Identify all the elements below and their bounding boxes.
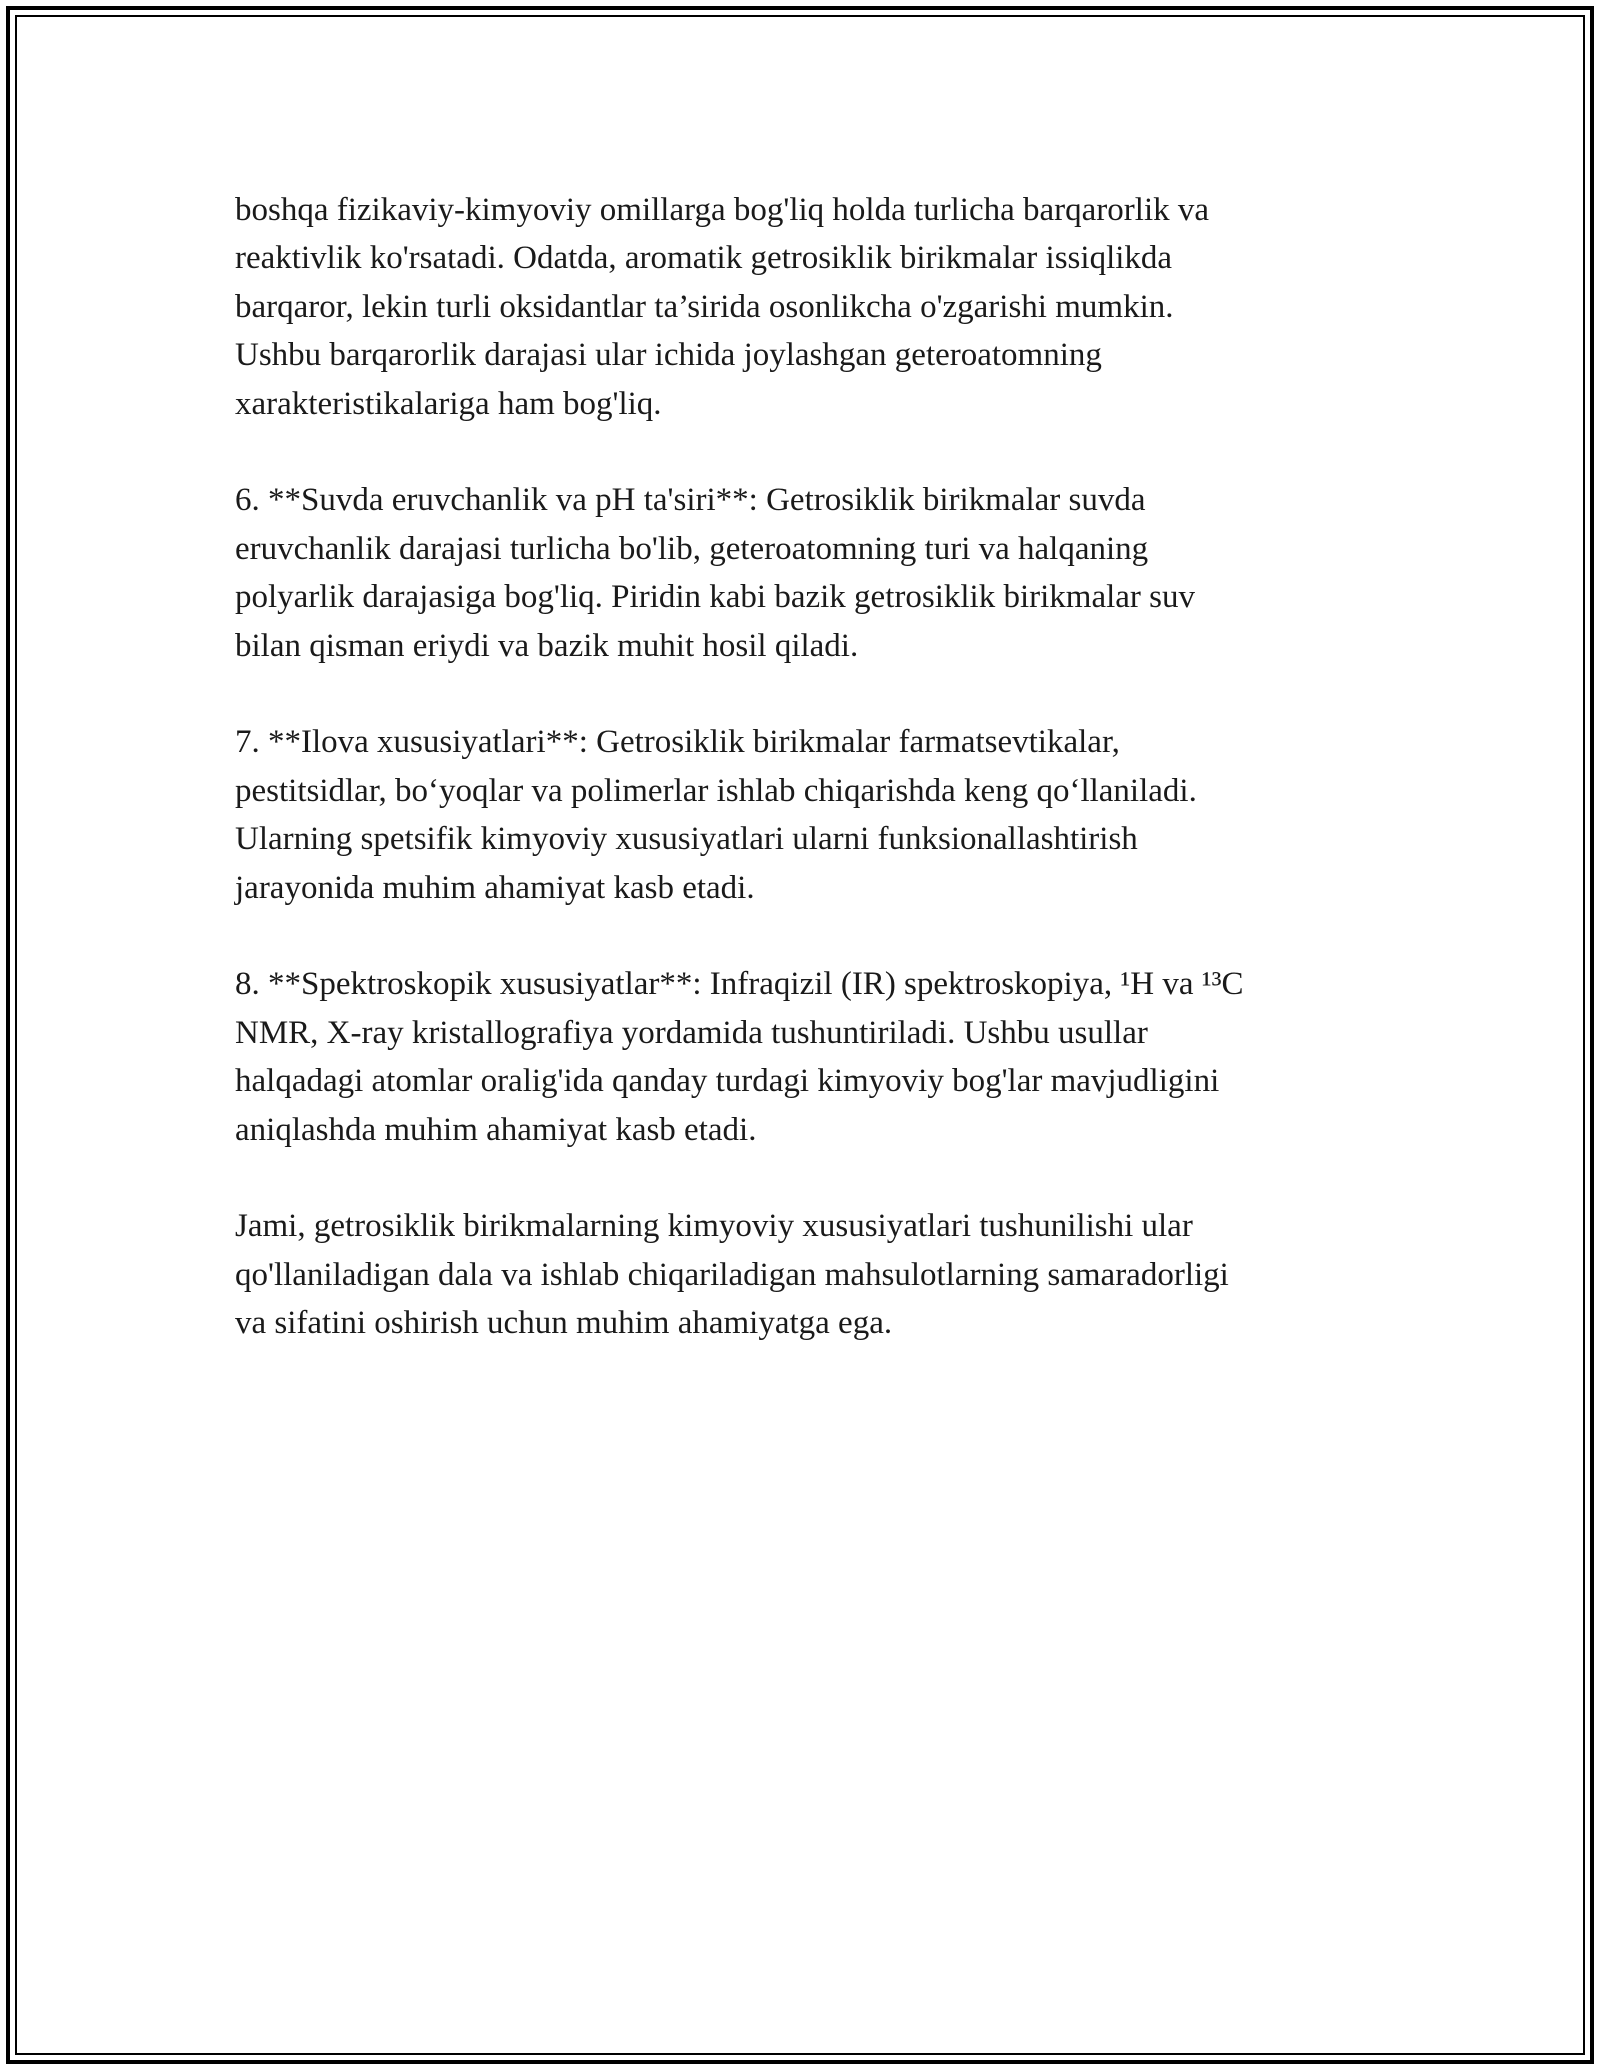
text-line: halqadagi atomlar oralig'ida qanday turdagi kimyoviy bog'lar mavjudligini bbox=[235, 1063, 1220, 1100]
text-line: Jami, getrosiklik birikmalarning kimyoviy xususiyatlari tushunilishi ular bbox=[235, 1208, 1193, 1245]
paragraph-conclusion bbox=[235, 1202, 1375, 1347]
text-line: eruvchanlik darajasi turlicha bo'lib, geteroatomning turi va halqaning bbox=[235, 530, 1149, 567]
paragraph-solubility bbox=[235, 476, 1375, 670]
text-line: aniqlashda muhim ahamiyat kasb etadi. bbox=[235, 1111, 757, 1148]
document-body bbox=[235, 186, 1375, 1396]
text-line: reaktivlik ko'rsatadi. Odatda, aromatik getrosiklik birikmalar issiqlikda bbox=[235, 240, 1173, 277]
text-line: qo'llaniladigan dala va ishlab chiqariladigan mahsulotlarning samaradorligi bbox=[235, 1256, 1229, 1293]
text-line: xarakteristikalariga ham bog'liq. bbox=[235, 385, 662, 422]
text-line: NMR, X-ray kristallografiya yordamida tushuntiriladi. Ushbu usullar bbox=[235, 1014, 1148, 1051]
text-line: Ushbu barqarorlik darajasi ular ichida joylashgan geteroatomning bbox=[235, 337, 1102, 374]
text-line: 6. **Suvda eruvchanlik va pH ta'siri**: Getrosiklik birikmalar suvda bbox=[235, 482, 1146, 519]
text-line: barqaror, lekin turli oksidantlar ta’sirida osonlikcha o'zgarishi mumkin. bbox=[235, 288, 1174, 325]
text-line: pestitsidlar, bo‘yoqlar va polimerlar ishlab chiqarishda keng qo‘llaniladi. bbox=[235, 772, 1197, 809]
text-line: polyarlik darajasiga bog'liq. Piridin kabi bazik getrosiklik birikmalar suv bbox=[235, 579, 1195, 616]
text-line: va sifatini oshirish uchun muhim ahamiyatga ega. bbox=[235, 1305, 893, 1342]
text-line: 8. **Spektroskopik xususiyatlar**: Infraqizil (IR) spektroskopiya, ¹H va ¹³C bbox=[235, 966, 1244, 1003]
paragraph-spectroscopy bbox=[235, 960, 1375, 1154]
text-line: bilan qisman eriydi va bazik muhit hosil qiladi. bbox=[235, 627, 859, 664]
text-line: 7. **Ilova xususiyatlari**: Getrosiklik birikmalar farmatsevtikalar, bbox=[235, 724, 1120, 761]
paragraph-applications bbox=[235, 718, 1375, 912]
text-line: Ularning spetsifik kimyoviy xususiyatlari ularni funksionallashtirish bbox=[235, 821, 1138, 858]
paragraph-stability bbox=[235, 186, 1375, 428]
text-line: jarayonida muhim ahamiyat kasb etadi. bbox=[235, 869, 755, 906]
text-line: boshqa fizikaviy-kimyoviy omillarga bog'liq holda turlicha barqarorlik va bbox=[235, 192, 1210, 228]
